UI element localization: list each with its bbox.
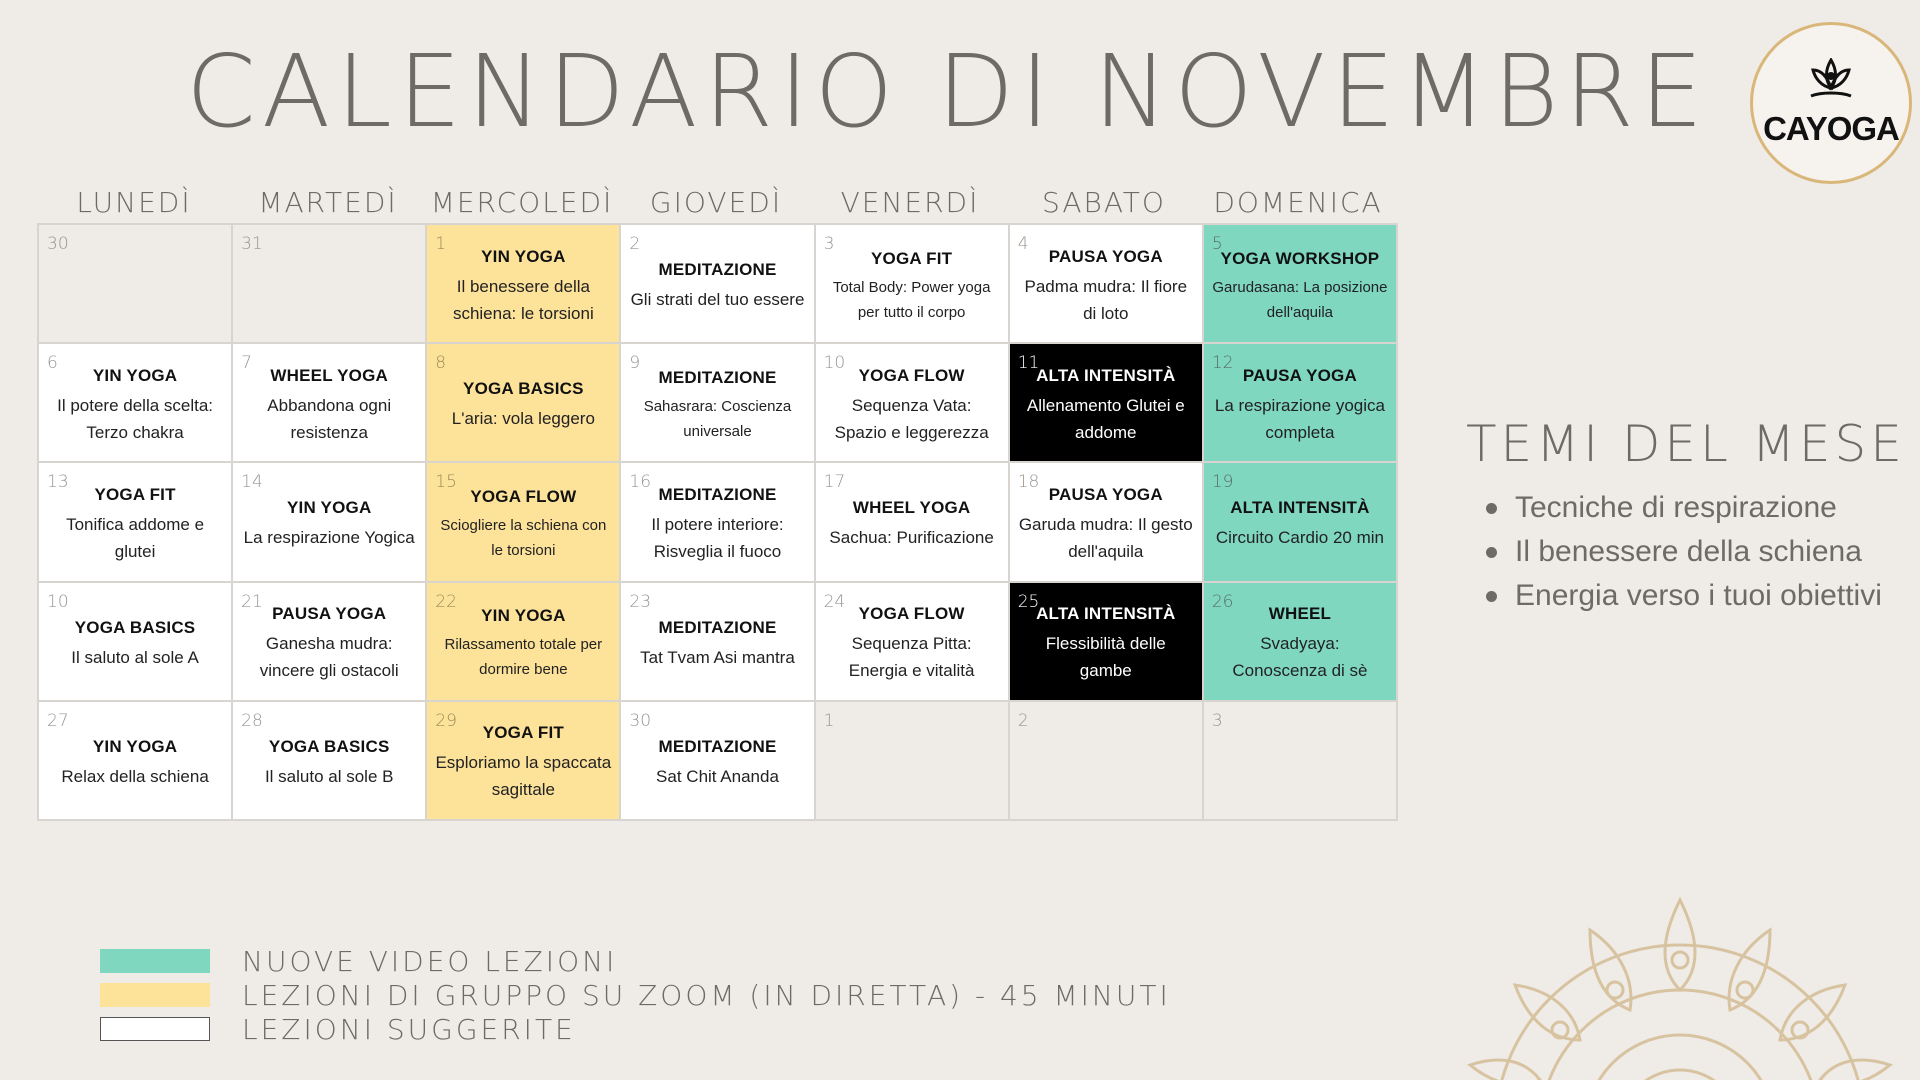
- class-title: PAUSA YOGA: [1242, 365, 1357, 385]
- calendar-day-cell: [1204, 583, 1398, 702]
- calendar-day-cell: [621, 583, 815, 702]
- day-number: 22: [435, 591, 457, 612]
- day-number: 13: [47, 472, 69, 493]
- calendar-day-cell: [427, 463, 621, 582]
- class-title: YOGA FLOW: [858, 365, 965, 385]
- class-title: MEDITAZIONE: [658, 617, 777, 637]
- class-title: YIN YOGA: [92, 365, 178, 385]
- legend-swatch-suggested: [100, 1017, 210, 1041]
- themes-title: TEMI DEL MESE: [1466, 415, 1906, 473]
- legend: [100, 944, 1171, 1046]
- logo: [1750, 22, 1912, 184]
- class-title: YOGA FIT: [94, 484, 176, 504]
- class-description: Garudasana: La posizione dell'aquila: [1212, 278, 1388, 321]
- day-number: 31: [241, 234, 263, 254]
- class-title: YOGA BASICS: [74, 617, 196, 637]
- calendar-day-cell: [427, 583, 621, 702]
- theme-item: [1486, 579, 1906, 613]
- class-description: Sequenza Vata: Spazio e leggerezza: [834, 395, 989, 442]
- legend-swatch-video: [100, 949, 210, 973]
- class-title: MEDITAZIONE: [658, 484, 777, 504]
- day-number: 15: [435, 472, 457, 493]
- calendar-day-cell: [621, 344, 815, 463]
- calendar-day-cell: [621, 702, 815, 821]
- day-number: 10: [47, 591, 69, 612]
- class-description: Circuito Cardio 20 min: [1215, 528, 1384, 548]
- day-number: 9: [629, 353, 641, 374]
- theme-item-label: Energia verso i tuoi obiettivi: [1515, 579, 1882, 612]
- class-description: Il potere interiore: Risveglia il fuoco: [651, 514, 784, 561]
- class-title: YOGA FIT: [871, 248, 953, 268]
- calendar-day-cell: [816, 344, 1010, 463]
- calendar-day-cell: [1204, 702, 1398, 821]
- calendar-day-cell: [816, 583, 1010, 702]
- lotus-icon: [1809, 58, 1853, 108]
- day-number: 12: [1211, 353, 1234, 374]
- day-number: 3: [823, 234, 835, 254]
- class-title: YOGA WORKSHOP: [1220, 248, 1380, 268]
- class-description: Ganesha mudra: vincere gli ostacoli: [259, 634, 399, 681]
- class-title: ALTA INTENSITÀ: [1036, 604, 1176, 624]
- day-number: 26: [1211, 591, 1234, 612]
- legend-item-zoom: [100, 978, 1171, 1012]
- weekday-label: GIOVEDÌ: [649, 186, 783, 219]
- day-number: 2: [1017, 710, 1029, 731]
- weekday-label: LUNEDÌ: [76, 186, 192, 219]
- bullet-icon: [1486, 503, 1497, 514]
- class-description: Sachua: Purificazione: [829, 528, 994, 548]
- class-description: Padma mudra: Il fiore di loto: [1024, 276, 1188, 323]
- day-number: 11: [1017, 353, 1040, 374]
- day-number: 18: [1017, 472, 1040, 493]
- calendar-day-cell: [1204, 344, 1398, 463]
- calendar-day-cell: [1204, 225, 1398, 344]
- weekday-label: DOMENICA: [1213, 186, 1383, 219]
- class-description: Il potere della scelta: Terzo chakra: [57, 395, 214, 442]
- class-description: Svadyaya: Conoscenza di sè: [1232, 634, 1368, 681]
- calendar-day-cell: [427, 344, 621, 463]
- day-number: 19: [1211, 472, 1234, 493]
- day-number: 29: [435, 710, 457, 731]
- day-number: 28: [241, 710, 263, 731]
- day-number: 8: [435, 353, 447, 374]
- class-description: Rilassamento totale per dormire bene: [444, 636, 603, 679]
- calendar-day-cell: [233, 463, 427, 582]
- day-number: 17: [823, 472, 846, 493]
- calendar-day-cell: [233, 702, 427, 821]
- class-description: Esploriamo la spaccata sagittale: [435, 753, 612, 800]
- day-number: 3: [1211, 710, 1223, 731]
- day-number: 27: [47, 710, 69, 731]
- calendar-day-cell: [427, 225, 621, 344]
- class-description: Sequenza Pitta: Energia e vitalità: [848, 634, 975, 681]
- calendar-day-cell: [1010, 344, 1204, 463]
- class-description: Sciogliere la schiena con le torsioni: [440, 516, 607, 559]
- legend-label: LEZIONI DI GRUPPO SU ZOOM (IN DIRETTA) - 45 MINUTI: [242, 978, 1171, 1012]
- calendar-grid: [37, 223, 1398, 821]
- calendar-day-cell: [1010, 225, 1204, 344]
- bullet-icon: [1486, 547, 1497, 558]
- class-title: MEDITAZIONE: [658, 260, 777, 280]
- weekday-label: MARTEDÌ: [258, 186, 398, 219]
- class-description: Garuda mudra: Il gesto dell'aquila: [1018, 514, 1193, 561]
- calendar-day-cell: [1204, 463, 1398, 582]
- legend-label: LEZIONI SUGGERITE: [242, 1012, 576, 1046]
- class-title: YIN YOGA: [287, 498, 372, 518]
- class-description: Il benessere della schiena: le torsioni: [452, 276, 594, 323]
- weekday-header: [37, 186, 1395, 219]
- day-number: 14: [241, 472, 263, 493]
- class-description: Sahasrara: Coscienza universale: [643, 397, 792, 440]
- day-number: 7: [241, 353, 252, 374]
- class-title: YIN YOGA: [92, 736, 178, 756]
- class-title: YOGA BASICS: [268, 736, 390, 756]
- class-title: PAUSA YOGA: [1048, 246, 1163, 266]
- theme-item-label: Il benessere della schiena: [1515, 535, 1862, 568]
- class-description: Il saluto al sole B: [264, 766, 394, 786]
- calendar-day-cell: [39, 344, 233, 463]
- day-number: 24: [823, 591, 846, 612]
- class-description: La respirazione yogica completa: [1214, 395, 1385, 442]
- day-number: 5: [1211, 234, 1223, 254]
- calendar-day-cell: [816, 225, 1010, 344]
- day-number: 4: [1017, 234, 1029, 254]
- day-number: 1: [435, 234, 447, 254]
- bullet-icon: [1486, 591, 1497, 602]
- calendar-day-cell: [621, 225, 815, 344]
- class-title: MEDITAZIONE: [658, 736, 777, 756]
- calendar-day-cell: [1010, 702, 1204, 821]
- theme-item: [1486, 491, 1906, 525]
- class-title: WHEEL: [1268, 604, 1332, 624]
- day-number: 21: [241, 591, 263, 612]
- class-title: ALTA INTENSITÀ: [1036, 365, 1176, 385]
- class-description: Abbandona ogni resistenza: [267, 395, 392, 442]
- calendar-day-cell: [427, 702, 621, 821]
- calendar-day-cell: [39, 702, 233, 821]
- class-title: YIN YOGA: [481, 606, 566, 626]
- calendar-day-cell: [1010, 463, 1204, 582]
- calendar-day-cell: [233, 583, 427, 702]
- day-number: 10: [823, 353, 846, 374]
- day-number: 16: [629, 472, 652, 493]
- legend-item-video: [100, 944, 1171, 978]
- class-title: YOGA BASICS: [463, 379, 584, 399]
- theme-item: [1486, 535, 1906, 569]
- day-number: 1: [823, 710, 835, 731]
- class-title: ALTA INTENSITÀ: [1230, 498, 1370, 518]
- mandala-decoration: [1440, 880, 1920, 1080]
- weekday-label: SABATO: [1042, 186, 1166, 219]
- calendar-day-cell: [39, 463, 233, 582]
- class-description: L'aria: vola leggero: [451, 409, 595, 429]
- weekday-label: MERCOLEDÌ: [430, 186, 614, 219]
- calendar-day-cell: [816, 463, 1010, 582]
- class-title: PAUSA YOGA: [1048, 484, 1163, 504]
- calendar-day-cell: [816, 702, 1010, 821]
- day-number: 6: [47, 353, 58, 374]
- legend-item-suggested: [100, 1012, 1171, 1046]
- day-number: 23: [629, 591, 652, 612]
- day-number: 2: [629, 234, 641, 254]
- class-description: Total Body: Power yoga per tutto il corpo: [832, 278, 991, 321]
- calendar-day-cell: [233, 344, 427, 463]
- calendar-day-cell: [233, 225, 427, 344]
- class-title: WHEEL YOGA: [852, 498, 971, 518]
- class-description: Flessibilità delle gambe: [1045, 634, 1166, 681]
- calendar-day-cell: [1010, 583, 1204, 702]
- class-title: YOGA FLOW: [858, 604, 965, 624]
- class-title: WHEEL YOGA: [270, 365, 388, 385]
- day-number: 30: [629, 710, 652, 731]
- class-description: Il saluto al sole A: [71, 647, 199, 667]
- class-title: PAUSA YOGA: [272, 604, 387, 624]
- day-number: 25: [1017, 591, 1040, 612]
- class-title: MEDITAZIONE: [658, 367, 777, 387]
- page-title: CALENDARIO DI NOVEMBRE: [186, 33, 1710, 150]
- class-description: Relax della schiena: [61, 766, 209, 786]
- class-title: YIN YOGA: [481, 246, 566, 266]
- class-description: Sat Chit Ananda: [656, 766, 779, 786]
- class-title: YOGA FLOW: [470, 486, 577, 506]
- themes-panel: [1466, 415, 1906, 623]
- weekday-label: VENERDÌ: [840, 186, 980, 219]
- logo-text: CAYOGA: [1763, 110, 1899, 147]
- calendar-day-cell: [621, 463, 815, 582]
- class-description: Tonifica addome e glutei: [66, 514, 205, 561]
- calendar-day-cell: [39, 583, 233, 702]
- class-description: La respirazione Yogica: [243, 528, 415, 548]
- class-description: Tat Tvam Asi mantra: [640, 647, 795, 667]
- legend-swatch-zoom: [100, 983, 210, 1007]
- legend-label: NUOVE VIDEO LEZIONI: [242, 944, 618, 978]
- theme-item-label: Tecniche di respirazione: [1515, 491, 1837, 524]
- class-description: Gli strati del tuo essere: [630, 290, 805, 310]
- day-number: 30: [47, 234, 69, 254]
- class-description: Allenamento Glutei e addome: [1026, 395, 1185, 442]
- class-title: YOGA FIT: [482, 723, 564, 743]
- calendar-day-cell: [39, 225, 233, 344]
